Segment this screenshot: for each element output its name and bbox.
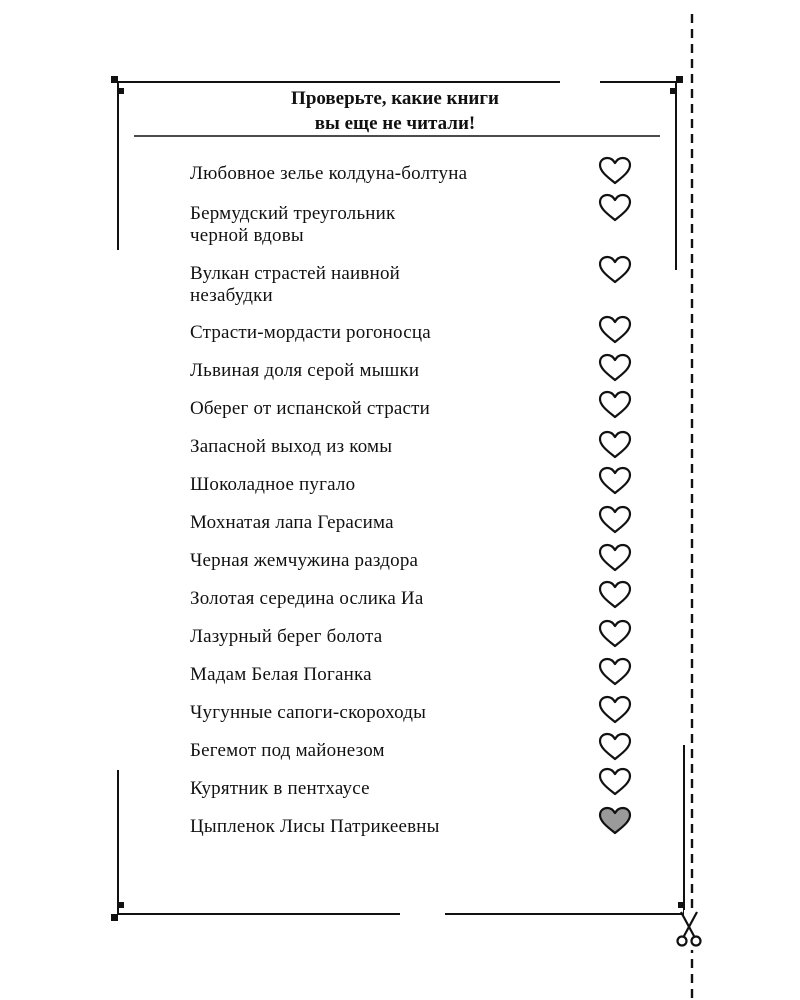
book-title: Львиная доля серой мышки bbox=[190, 360, 420, 381]
book-item bbox=[190, 816, 790, 866]
heart-icon[interactable] bbox=[598, 430, 632, 460]
book-title: Любовное зелье колдуна-болтуна bbox=[190, 163, 468, 184]
heart-icon[interactable] bbox=[598, 657, 632, 687]
book-title: Лазурный берег болота bbox=[190, 626, 383, 647]
heart-icon-filled[interactable] bbox=[598, 806, 632, 836]
title-line-1: Проверьте, какие книги bbox=[291, 88, 499, 109]
heart-icon[interactable] bbox=[598, 193, 632, 223]
heart-icon[interactable] bbox=[598, 505, 632, 535]
book-item bbox=[190, 263, 790, 313]
heart-icon[interactable] bbox=[598, 580, 632, 610]
scissors-icon bbox=[672, 910, 706, 950]
heart-icon[interactable] bbox=[598, 390, 632, 420]
heart-icon[interactable] bbox=[598, 156, 632, 186]
heart-icon[interactable] bbox=[598, 732, 632, 762]
title-line-2: вы еще не читали! bbox=[314, 113, 476, 134]
book-title: Цыпленок Лисы Патрикеевны bbox=[190, 816, 440, 837]
book-title: Черная жемчужина раздора bbox=[190, 550, 419, 571]
heart-icon[interactable] bbox=[598, 543, 632, 573]
heart-icon[interactable] bbox=[598, 466, 632, 496]
book-title: Вулкан страстей наивной незабудки bbox=[190, 263, 401, 306]
book-title: Мадам Белая Поганка bbox=[190, 664, 372, 685]
heart-icon[interactable] bbox=[598, 315, 632, 345]
heart-icon[interactable] bbox=[598, 619, 632, 649]
book-title: Запасной выход из комы bbox=[190, 436, 393, 457]
book-item bbox=[190, 203, 790, 253]
book-title: Чугунные сапоги-скороходы bbox=[190, 702, 427, 723]
book-title: Мохнатая лапа Герасима bbox=[190, 512, 394, 533]
book-title: Бермудский треугольник черной вдовы bbox=[190, 203, 396, 246]
book-title: Оберег от испанской страсти bbox=[190, 398, 431, 419]
heart-icon[interactable] bbox=[598, 255, 632, 285]
heart-icon[interactable] bbox=[598, 695, 632, 725]
heart-icon[interactable] bbox=[598, 767, 632, 797]
book-title: Шоколадное пугало bbox=[190, 474, 356, 495]
heart-icon[interactable] bbox=[598, 353, 632, 383]
book-title: Золотая середина ослика Иа bbox=[190, 588, 424, 609]
book-title: Курятник в пентхаусе bbox=[190, 778, 370, 799]
book-title: Страсти-мордасти рогоносца bbox=[190, 322, 431, 343]
book-title: Бегемот под майонезом bbox=[190, 740, 385, 761]
